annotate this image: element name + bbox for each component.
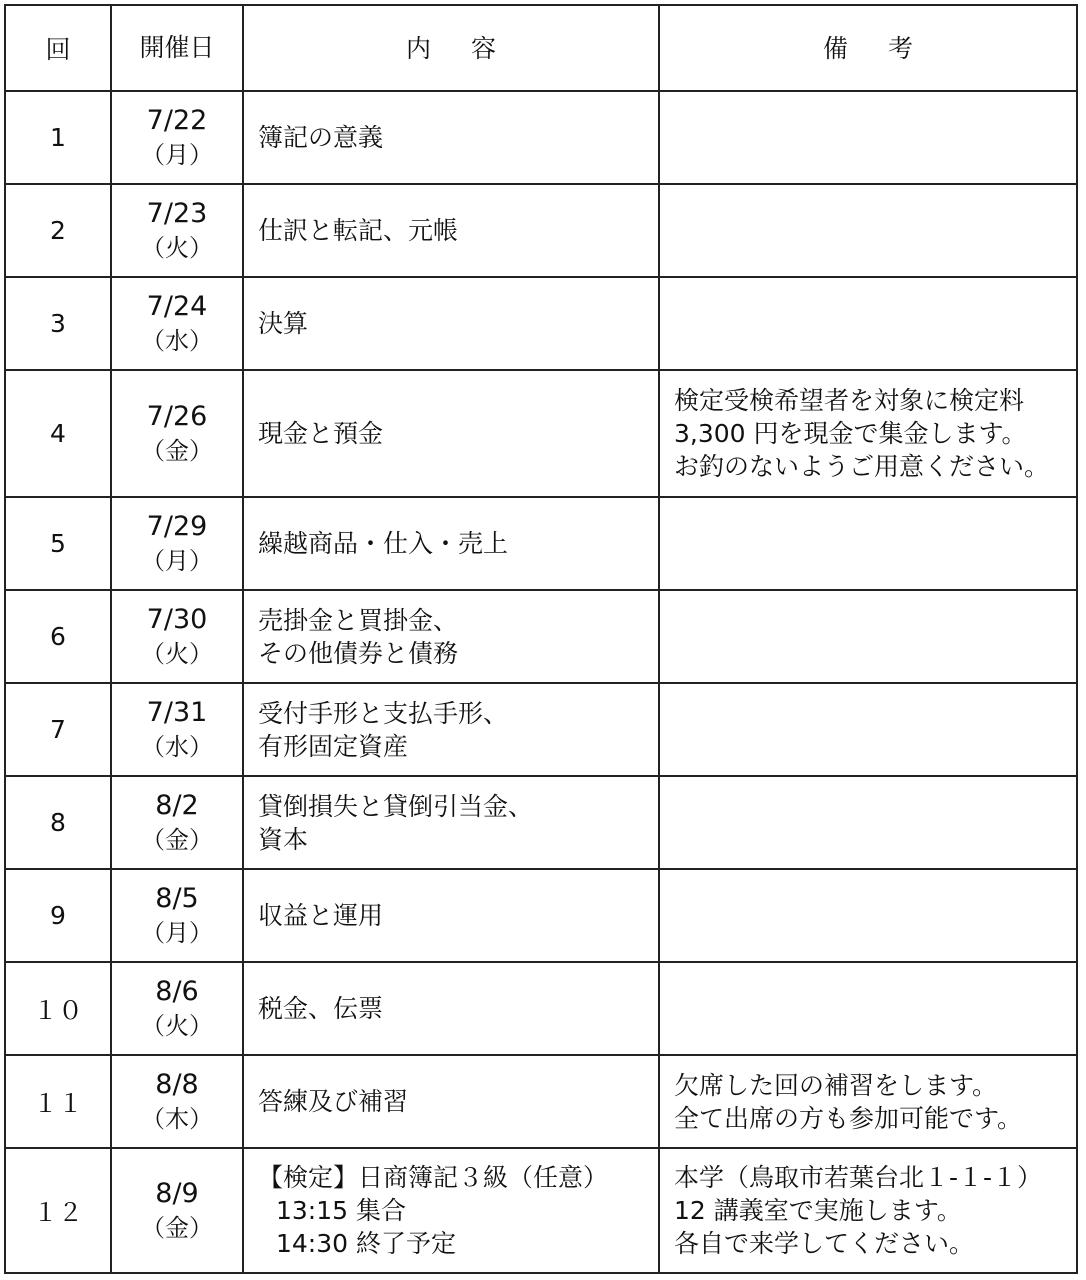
content-line: 答練及び補習	[258, 1087, 409, 1116]
session-date	[111, 776, 243, 869]
table-row	[5, 869, 1077, 962]
session-number: 4	[5, 370, 111, 497]
date-weekday: （水）	[141, 732, 213, 761]
note-line: 本学（鳥取市若葉台北１-１-１）	[674, 1163, 1043, 1192]
header-num: 回	[5, 5, 111, 91]
session-number: 3	[5, 277, 111, 370]
date-weekday: （木）	[141, 1104, 213, 1133]
date-weekday: （水）	[141, 326, 213, 355]
table-row	[5, 590, 1077, 683]
note-line: 検定受検希望者を対象に検定料	[674, 386, 1025, 415]
table-row	[5, 1148, 1077, 1273]
date-month-day: 7/31	[146, 696, 208, 728]
session-date	[111, 184, 243, 277]
header-row	[5, 5, 1077, 91]
session-date	[111, 91, 243, 184]
content-line: 簿記の意義	[258, 123, 384, 152]
session-date	[111, 683, 243, 776]
session-content	[243, 962, 659, 1055]
session-content	[243, 1055, 659, 1148]
session-content	[243, 1148, 659, 1273]
date-weekday: （金）	[141, 1213, 213, 1242]
session-note	[659, 869, 1077, 962]
content-line: 資本	[258, 824, 309, 854]
table-row	[5, 776, 1077, 869]
session-note	[659, 590, 1077, 683]
session-date	[111, 1148, 243, 1273]
session-content	[243, 776, 659, 869]
table-row	[5, 277, 1077, 370]
session-content	[243, 370, 659, 497]
table-row	[5, 91, 1077, 184]
schedule-table	[4, 4, 1078, 1274]
content-line: 受付手形と支払手形、	[258, 698, 509, 728]
content-line: 繰越商品・仕入・売上	[258, 529, 509, 558]
session-note	[659, 370, 1077, 497]
date-month-day: 8/6	[155, 975, 199, 1007]
session-note	[659, 683, 1077, 776]
session-date	[111, 869, 243, 962]
content-line: 貸倒損失と貸倒引当金、	[258, 791, 534, 821]
table-row	[5, 497, 1077, 590]
content-line: 【検定】日商簿記３級（任意）	[258, 1163, 609, 1192]
date-weekday: （月）	[141, 140, 213, 169]
date-month-day: 8/2	[155, 789, 199, 821]
session-note	[659, 277, 1077, 370]
session-number: 2	[5, 184, 111, 277]
session-content	[243, 497, 659, 590]
date-month-day: 7/24	[146, 290, 208, 322]
content-line: 税金、伝票	[258, 994, 384, 1023]
session-number: 6	[5, 590, 111, 683]
session-number: １２	[5, 1148, 111, 1273]
note-line: 3,300 円を現金で集金します。	[674, 419, 1027, 448]
session-number: 1	[5, 91, 111, 184]
session-date	[111, 1055, 243, 1148]
date-month-day: 7/23	[146, 197, 208, 229]
session-date	[111, 590, 243, 683]
session-number: 7	[5, 683, 111, 776]
session-date	[111, 497, 243, 590]
session-note	[659, 184, 1077, 277]
date-weekday: （月）	[141, 918, 213, 947]
session-number: １０	[5, 962, 111, 1055]
content-line: 有形固定資産	[258, 731, 409, 761]
session-number: 5	[5, 497, 111, 590]
note-line: 12 講義室で実施します。	[674, 1196, 962, 1225]
table-row	[5, 184, 1077, 277]
session-date	[111, 277, 243, 370]
date-weekday: （金）	[141, 436, 213, 465]
date-weekday: （火）	[141, 1011, 213, 1040]
header-note: 備考	[659, 5, 1077, 91]
session-content	[243, 184, 659, 277]
schedule-body	[5, 91, 1077, 1273]
session-note	[659, 962, 1077, 1055]
date-month-day: 8/9	[155, 1177, 199, 1209]
session-note	[659, 1148, 1077, 1273]
session-content	[243, 683, 659, 776]
date-month-day: 7/29	[146, 510, 208, 542]
session-number: 9	[5, 869, 111, 962]
session-note	[659, 776, 1077, 869]
date-weekday: （火）	[141, 639, 213, 668]
session-note	[659, 497, 1077, 590]
session-date	[111, 370, 243, 497]
date-month-day: 7/22	[146, 104, 208, 136]
header-date: 開催日	[111, 5, 243, 91]
table-row	[5, 1055, 1077, 1148]
content-line: 仕訳と転記、元帳	[258, 216, 459, 245]
session-number: 8	[5, 776, 111, 869]
note-line: 欠席した回の補習をします。	[674, 1070, 998, 1100]
session-content	[243, 91, 659, 184]
session-date	[111, 962, 243, 1055]
content-line: 13:15 集合	[276, 1196, 406, 1225]
date-weekday: （火）	[141, 233, 213, 262]
date-month-day: 7/26	[146, 400, 208, 432]
content-line: 14:30 終了予定	[276, 1229, 456, 1258]
content-line: 収益と運用	[258, 901, 384, 930]
content-line: その他債券と債務	[258, 638, 459, 668]
content-line: 現金と預金	[258, 419, 384, 448]
table-row	[5, 370, 1077, 497]
session-content	[243, 590, 659, 683]
note-line: お釣のないようご用意ください。	[674, 452, 1050, 481]
table-row	[5, 962, 1077, 1055]
date-month-day: 7/30	[146, 603, 208, 635]
date-month-day: 8/5	[155, 882, 199, 914]
note-line: 各自で来学してください。	[674, 1229, 975, 1258]
note-line: 全て出席の方も参加可能です。	[674, 1103, 1023, 1133]
content-line: 決算	[258, 309, 309, 338]
date-weekday: （金）	[141, 825, 213, 854]
header-content: 内容	[243, 5, 659, 91]
date-weekday: （月）	[141, 546, 213, 575]
date-month-day: 8/8	[155, 1068, 199, 1100]
session-note	[659, 91, 1077, 184]
table-row	[5, 683, 1077, 776]
session-number: １１	[5, 1055, 111, 1148]
session-content	[243, 869, 659, 962]
content-line: 売掛金と買掛金、	[258, 605, 459, 635]
session-content	[243, 277, 659, 370]
session-note	[659, 1055, 1077, 1148]
